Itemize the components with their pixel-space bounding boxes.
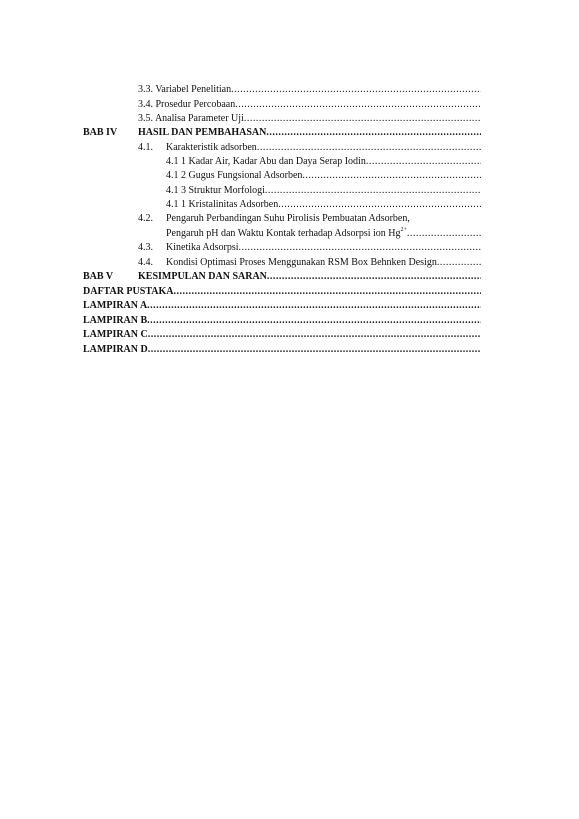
toc-entry-title: 4.1 2 Gugus Fungsional Adsorben bbox=[166, 170, 303, 181]
toc-entry-title: 4.1 1 Kadar Air, Kadar Abu dan Daya Serap Iodin bbox=[166, 156, 366, 167]
toc-entry-title: 3.4. Prosedur Percobaan bbox=[138, 99, 236, 110]
toc-chapter-label: BAB V bbox=[83, 271, 114, 282]
toc-entry-title: DAFTAR PUSTAKA bbox=[83, 286, 174, 297]
toc-entry-title: Kondisi Optimasi Proses Menggunakan RSM Box Behnken Design bbox=[166, 257, 437, 268]
toc-entry-title: 3.5. Analisa Parameter Uji bbox=[138, 113, 244, 124]
toc-entry-title: LAMPIRAN B bbox=[83, 315, 148, 326]
toc-entry-title: LAMPIRAN D bbox=[83, 344, 148, 355]
toc-entry-title: 4.1 3 Struktur Morfologi bbox=[166, 185, 265, 196]
toc-entry-title: Kinetika Adsorpsi bbox=[166, 242, 239, 253]
superscript-charge: 2+ bbox=[400, 226, 407, 233]
toc-entry-title: HASIL DAN PEMBAHASAN bbox=[138, 127, 267, 138]
toc-section-number: 4.1. bbox=[138, 142, 153, 153]
toc-entry-title: 3.3. Variabel Penelitian bbox=[138, 84, 232, 95]
toc-entry-title: KESIMPULAN DAN SARAN bbox=[138, 271, 267, 282]
toc-section-number: 4.3. bbox=[138, 242, 153, 253]
toc-entry-title: LAMPIRAN C bbox=[83, 329, 148, 340]
toc-entry-title: LAMPIRAN A bbox=[83, 300, 148, 311]
toc-chapter-label: BAB IV bbox=[83, 127, 118, 138]
toc-entry-title: 4.1 1 Kristalinitas Adsorben bbox=[166, 199, 279, 210]
toc-section-number: 4.4. bbox=[138, 257, 153, 268]
toc-entry-title: Pengaruh pH dan Waktu Kontak terhadap Adsorpsi ion Hg bbox=[166, 228, 401, 239]
toc-entry-title: Pengaruh Perbandingan Suhu Pirolisis Pembuatan Adsorben, bbox=[166, 213, 410, 224]
toc-entry-title: Karakteristik adsorben bbox=[166, 142, 257, 153]
toc-section-number: 4.2. bbox=[138, 213, 153, 224]
